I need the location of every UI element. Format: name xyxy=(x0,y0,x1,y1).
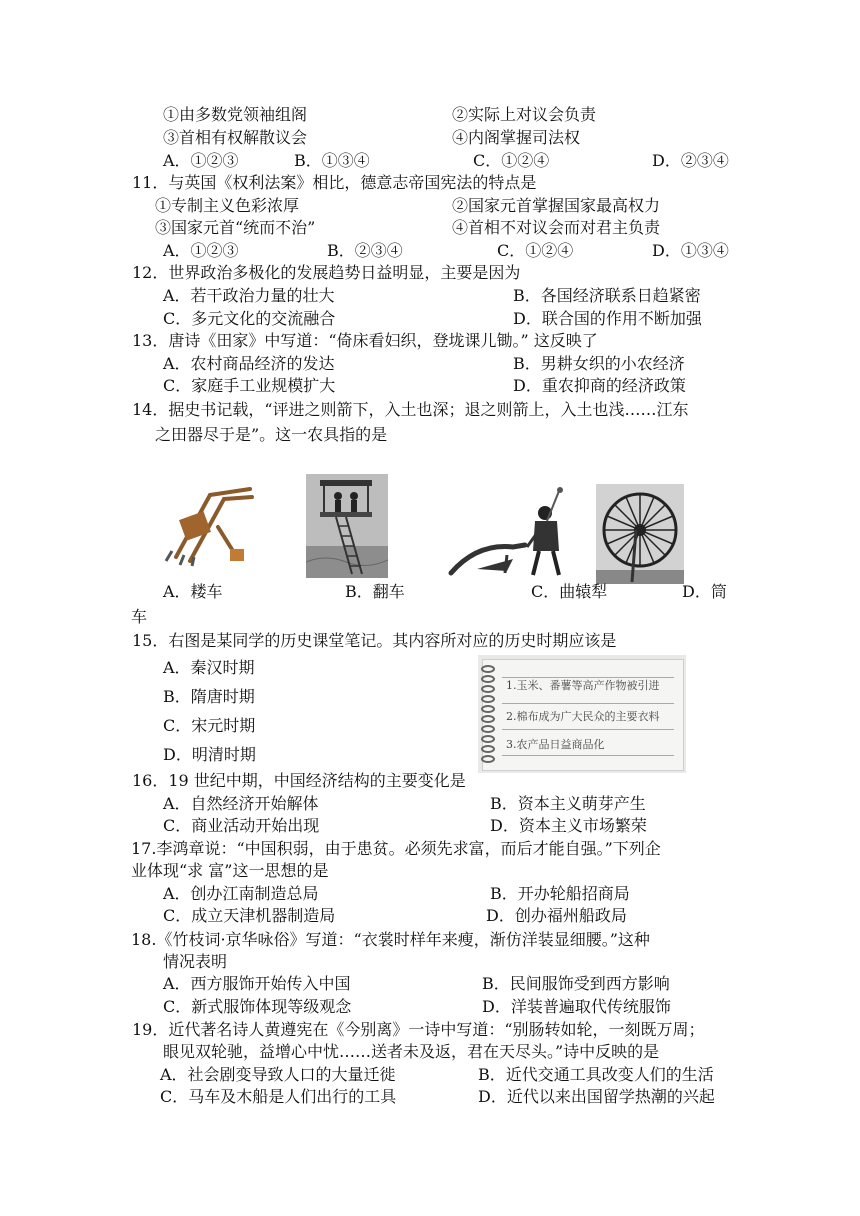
q11-option-3: ③国家元首“统而不治” xyxy=(155,218,316,237)
q11-option-2: ②国家元首掌握国家最高权力 xyxy=(452,196,661,215)
q14-choice-a: A．耧车 xyxy=(163,582,223,601)
q11-choice-b: B．②③④ xyxy=(327,241,403,260)
q19-choice-b: B．近代交通工具改变人们的生活 xyxy=(478,1065,714,1084)
square-pallet-chain-pump-image xyxy=(306,474,388,578)
q15-stem: 15．右图是某同学的历史课堂笔记。其内容所对应的历史时期应该是 xyxy=(132,631,617,650)
q15-choice-a: A．秦汉时期 xyxy=(163,658,255,677)
q11-choice-d: D．①③④ xyxy=(652,241,729,260)
q11-option-1: ①专制主义色彩浓厚 xyxy=(155,196,300,215)
q10-option-4: ④内阁掌握司法权 xyxy=(452,128,581,147)
q14-stem-line2: 之田器尽于是”。这一农具指的是 xyxy=(155,425,388,444)
q10-choice-c: C．①②④ xyxy=(473,151,550,170)
q18-stem-line1: 18.《竹枝词·京华咏俗》写道：“衣裳时样年来瘦，渐仿洋装显细腰。”这种 xyxy=(131,930,650,949)
q16-choice-b: B．资本主义萌芽产生 xyxy=(490,794,646,813)
q18-choice-c: C．新式服饰体现等级观念 xyxy=(163,997,352,1016)
q16-stem: 16．19 世纪中期，中国经济结构的主要变化是 xyxy=(132,771,466,790)
q10-choice-d: D．②③④ xyxy=(652,151,729,170)
q19-stem-line1: 19．近代著名诗人黄遵宪在《今别离》一诗中写道：“别肠转如轮，一刻既万周； xyxy=(132,1020,705,1039)
q16-choice-c: C．商业活动开始出现 xyxy=(163,816,320,835)
q14-choice-d-wrap: 车 xyxy=(131,607,148,626)
note-line-2: 2.棉布成为广大民众的主要衣料 xyxy=(506,710,660,723)
q16-choice-d: D．资本主义市场繁荣 xyxy=(490,816,647,835)
q12-choice-d: D．联合国的作用不断加强 xyxy=(513,309,702,328)
tube-waterwheel-image xyxy=(596,484,684,584)
curved-shaft-plow-image xyxy=(447,485,577,579)
q10-choice-b: B．①③④ xyxy=(294,151,370,170)
q10-option-1: ①由多数党领袖组阁 xyxy=(163,105,308,124)
q17-choice-a: A．创办江南制造总局 xyxy=(163,884,319,903)
q11-choice-c: C．①②④ xyxy=(497,241,574,260)
q13-stem: 13．唐诗《田家》中写道：“倚床看妇织，登垅课儿锄。” 这反映了 xyxy=(132,331,598,350)
note-line-1: 1.玉米、番薯等高产作物被引进 xyxy=(506,679,660,692)
q14-choice-d: D．筒 xyxy=(682,582,727,601)
q11-option-4: ④首相不对议会而对君主负责 xyxy=(452,218,661,237)
q15-choice-b: B．隋唐时期 xyxy=(163,687,255,706)
q10-option-2: ②实际上对议会负责 xyxy=(452,105,597,124)
q18-choice-d: D．洋装普遍取代传统服饰 xyxy=(482,997,671,1016)
q11-stem: 11．与英国《权利法案》相比，德意志帝国宪法的特点是 xyxy=(132,173,537,192)
q15-choice-d: D．明清时期 xyxy=(163,745,256,764)
q15-choice-c: C．宋元时期 xyxy=(163,716,256,735)
q13-choice-a: A．农村商品经济的发达 xyxy=(163,354,335,373)
q10-option-3: ③首相有权解散议会 xyxy=(163,128,308,147)
q17-choice-d: D．创办福州船政局 xyxy=(486,906,627,925)
q14-choice-b: B．翻车 xyxy=(345,582,405,601)
q13-choice-b: B．男耕女织的小农经济 xyxy=(513,354,685,373)
q12-choice-b: B．各国经济联系日趋紧密 xyxy=(513,286,701,305)
class-notes-notebook xyxy=(478,655,686,773)
q18-stem-line2: 情况表明 xyxy=(163,952,228,971)
q14-stem-line1: 14．据史书记载，“评进之则箭下，入土也深；退之则箭上，入土也浅……江东 xyxy=(132,400,689,419)
q11-choice-a: A．①②③ xyxy=(163,241,239,260)
q16-choice-a: A．自然经济开始解体 xyxy=(163,794,319,813)
q13-choice-c: C．家庭手工业规模扩大 xyxy=(163,376,336,395)
seed-drill-image xyxy=(158,487,258,567)
q17-choice-b: B．开办轮船招商局 xyxy=(490,884,630,903)
q17-stem-line2: 业体现“求 富”这一思想的是 xyxy=(131,861,329,880)
q10-choice-a: A．①②③ xyxy=(163,151,239,170)
q13-choice-d: D．重农抑商的经济政策 xyxy=(513,376,686,395)
q18-choice-b: B．民间服饰受到西方影响 xyxy=(482,974,670,993)
q12-choice-a: A．若干政治力量的壮大 xyxy=(163,286,335,305)
note-line-3: 3.农产品日益商品化 xyxy=(506,738,605,751)
q12-choice-c: C．多元文化的交流融合 xyxy=(163,309,336,328)
q17-stem-line1: 17.李鸿章说：“中国积弱，由于患贫。必须先求富，而后才能自强。”下列企 xyxy=(131,839,661,858)
q19-stem-line2: 眼见双轮驰，益增心中忧……送者未及返，君在天尽头。”诗中反映的是 xyxy=(163,1042,660,1061)
q19-choice-c: C．马车及木船是人们出行的工具 xyxy=(160,1087,397,1106)
notebook-spiral xyxy=(480,663,496,767)
q14-choice-c: C．曲辕犁 xyxy=(531,582,608,601)
q12-stem: 12．世界政治多极化的发展趋势日益明显，主要是因为 xyxy=(132,263,521,282)
q19-choice-d: D．近代以来出国留学热潮的兴起 xyxy=(478,1087,715,1106)
q17-choice-c: C．成立天津机器制造局 xyxy=(163,906,336,925)
q19-choice-a: A．社会剧变导致人口的大量迁徙 xyxy=(160,1065,396,1084)
q18-choice-a: A．西方服饰开始传入中国 xyxy=(163,974,351,993)
